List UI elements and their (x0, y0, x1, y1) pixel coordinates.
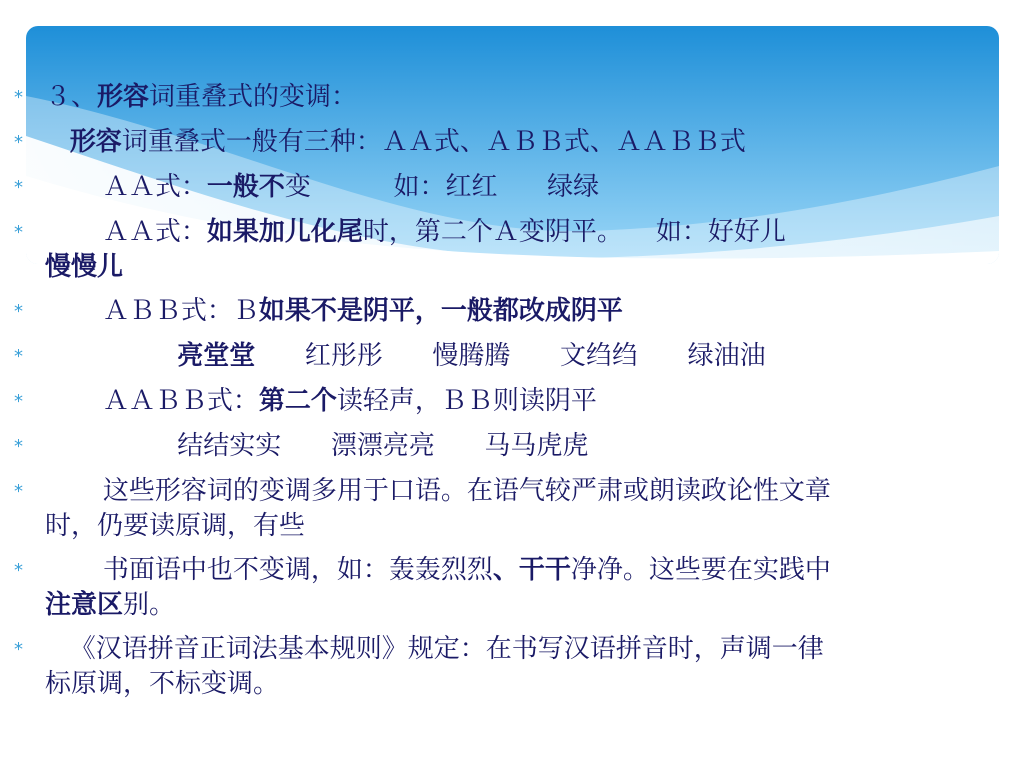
bullet-line-2 (14, 125, 994, 160)
text-run: 别。 (123, 590, 176, 620)
text-run: 形容 (69, 127, 122, 157)
text-run: 如：红红 绿绿 (310, 172, 600, 202)
bullet-asterisk-icon: * (14, 177, 23, 198)
text-run: 如果不是阴平，一般都改成阴平 (258, 296, 623, 326)
bullet-line-10 (14, 553, 994, 623)
text-run: 一般不 (206, 172, 285, 202)
text-run: 这些形容词的变调多用于口语。在语气较严肃或朗读政论性文章 (45, 476, 831, 506)
bullet-line-1 (14, 80, 994, 115)
bullet-line-11 (14, 632, 994, 702)
text-run (45, 127, 70, 157)
bullet-line-4 (14, 215, 994, 285)
text-run: 结结实实 漂漂亮亮 马马虎虎 (45, 431, 589, 461)
bullet-asterisk-icon: * (14, 436, 23, 457)
text-run: ＡＢＢ式：Ｂ (45, 296, 259, 326)
text-run: 净净。这些要在实践中 (570, 555, 831, 585)
line-text (45, 80, 994, 115)
text-run: 第二个 (258, 386, 337, 416)
line-text (45, 553, 994, 588)
line-text (45, 429, 994, 464)
bullet-asterisk-icon: * (14, 481, 23, 502)
line-text-continued (45, 509, 994, 544)
text-run: 变 (284, 172, 311, 202)
text-run: 、干干 (492, 555, 571, 585)
text-run: 慢慢儿 (45, 252, 124, 282)
text-run: 红彤彤 慢腾腾 文绉绉 绿油油 (255, 341, 766, 371)
text-run: 词重叠式一般有三种：ＡＡ式、ＡＢＢ式、ＡＡＢＢ式 (121, 127, 746, 157)
bullet-line-6 (14, 339, 994, 374)
text-run: 如果加儿化尾 (206, 217, 363, 247)
line-text (45, 384, 994, 419)
bullet-line-8 (14, 429, 994, 464)
bullet-line-5 (14, 294, 994, 329)
text-run (45, 341, 177, 371)
bullet-line-3 (14, 170, 994, 205)
text-run: 时，仍要读原调，有些 (45, 511, 306, 541)
bullet-line-7 (14, 384, 994, 419)
bullet-asterisk-icon: * (14, 222, 23, 243)
line-text (45, 170, 994, 205)
text-run: 亮堂堂 (177, 341, 256, 371)
line-text-continued (45, 250, 994, 285)
bullet-asterisk-icon: * (14, 639, 23, 660)
bullet-asterisk-icon: * (14, 346, 23, 367)
bullet-line-9 (14, 474, 994, 544)
text-run: ＡＡ式： (45, 217, 207, 247)
text-run: ＡＡ式： (45, 172, 207, 202)
bullet-asterisk-icon: * (14, 391, 23, 412)
text-run: 形容 (97, 82, 150, 112)
text-run: 书面语中也不变调，如：轰轰烈烈 (45, 555, 493, 585)
line-text (45, 294, 994, 329)
bullet-asterisk-icon: * (14, 560, 23, 581)
slide-body (14, 80, 994, 711)
text-run: 读轻声，ＢＢ则读阴平 (336, 386, 597, 416)
text-run: ＡＡＢＢ式： (45, 386, 259, 416)
bullet-asterisk-icon: * (14, 132, 23, 153)
line-text (45, 339, 994, 374)
line-text (45, 632, 994, 667)
line-text (45, 215, 994, 250)
bullet-asterisk-icon: * (14, 87, 23, 108)
text-run: 词重叠式的变调： (149, 82, 358, 112)
text-run: 标原调，不标变调。 (45, 669, 280, 699)
text-run: 《汉语拼音正词法基本规则》规定：在书写汉语拼音时，声调一律 (45, 634, 824, 664)
line-text-continued (45, 588, 994, 623)
bullet-asterisk-icon: * (14, 301, 23, 322)
text-run: 注意区 (45, 590, 124, 620)
line-text (45, 125, 994, 160)
text-run: 时，第二个Ａ变阴平。 如：好好儿 (362, 217, 786, 247)
text-run: ３、 (45, 82, 98, 112)
line-text (45, 474, 994, 509)
line-text-continued (45, 667, 994, 702)
